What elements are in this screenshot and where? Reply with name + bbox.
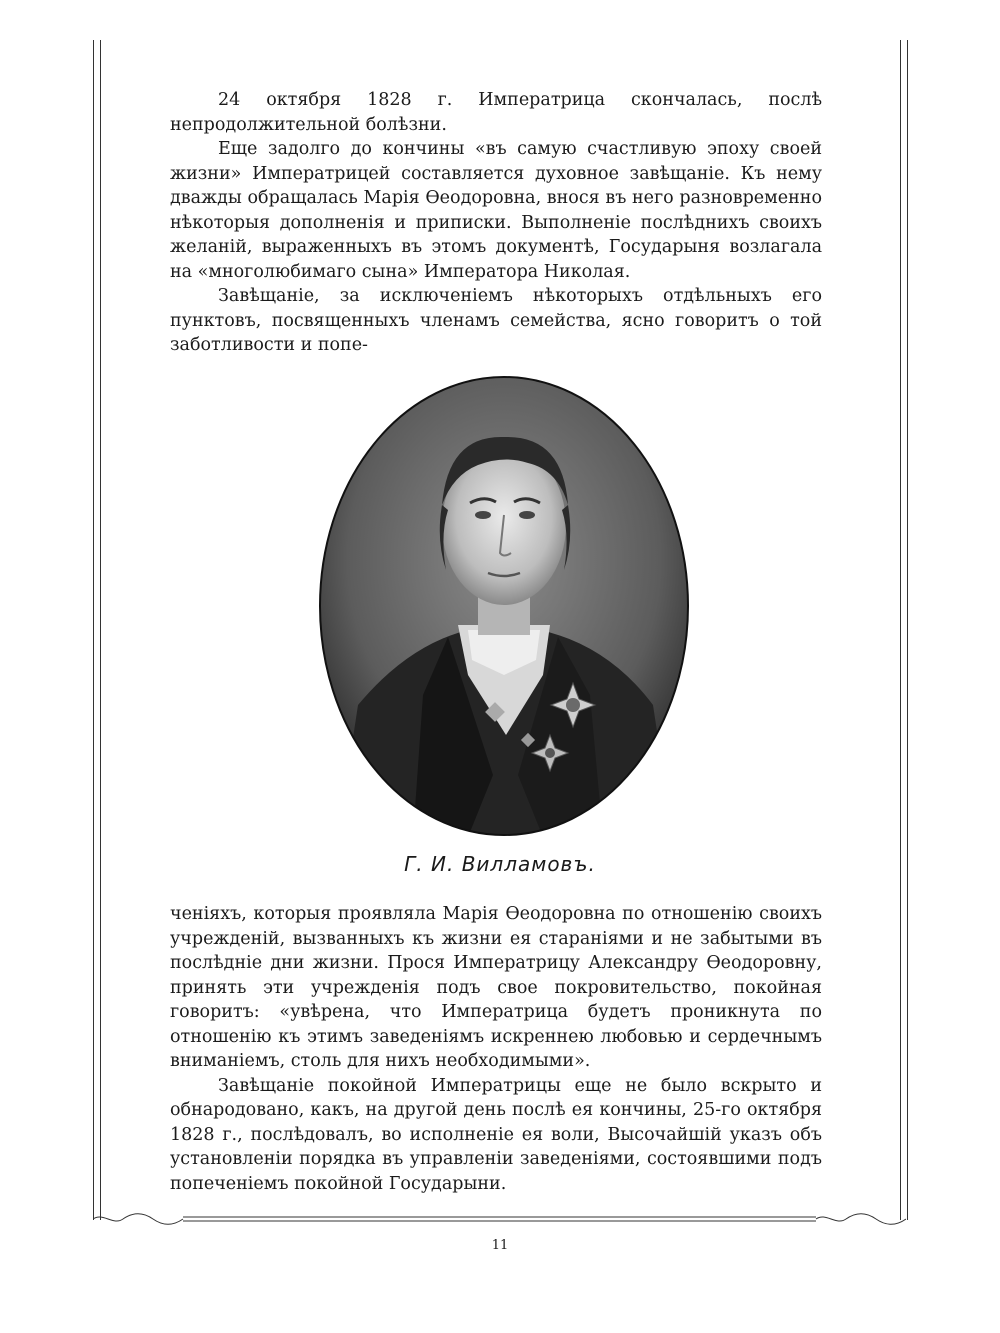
page-border-right	[900, 40, 908, 1220]
paragraph-institutions: ченіяхъ, которыя проявляла Марія Ѳеодоровна по отношенію своихъ учрежденій, вызванныхъ къ жизни ея стараніями и не забытыми въ послѣдніе дни жизни. Прося Императрицу Александру Ѳеодоровну, принять эти учрежденія подъ свое покровительство, покойная говоритъ: «увѣрена, что Императрица будетъ проникнута по отношенію къ этимъ заведеніямъ искреннею любовью и сердечнымъ вниманіемъ, столь для нихъ необходимыми».	[170, 904, 822, 1071]
page-number: 11	[491, 1238, 509, 1253]
paragraph-testament-contents: Завѣщаніе, за исключеніемъ нѣкоторыхъ отдѣльныхъ его пунктовъ, посвященныхъ членамъ семейства, ясно говоритъ о той заботливости и попе-	[170, 286, 822, 355]
portrait-engraving	[318, 375, 690, 837]
paragraph-decree: Завѣщаніе покойной Императрицы еще не было вскрыто и обнародовано, какъ, на другой день послѣ ея кончины, 25-го октября 1828 г., послѣдовалъ, во исполненіе ея воли, Высочайшій указъ объ установленіи порядка въ управленіи заведеніями, состоявшими подъ попеченіемъ покойной Государыни.	[170, 1075, 822, 1194]
page-border-left	[93, 40, 101, 1220]
lower-text-block	[170, 902, 822, 1196]
portrait-caption: Г. И. Вилламовъ.	[404, 852, 596, 876]
paragraph-death-date: 24 октября 1828 г. Императрица скончалась, послѣ непродолжительной болѣзни.	[170, 90, 822, 135]
paragraph-testament: Еще задолго до кончины «въ самую счастливую эпоху своей жизни» Императрицей составляется духовное завѣщаніе. Къ нему дважды обращалась Марія Ѳеодоровна, внося въ него разновременно нѣкоторыя дополненія и приписки. Выполненіе послѣднихъ своихъ желаній, выраженныхъ въ этомъ документѣ, Государыня возлагала на «многолюбимаго сына» Императора Николая.	[170, 139, 822, 282]
upper-text-block	[170, 88, 822, 358]
ornamental-border-bottom	[93, 1212, 906, 1226]
